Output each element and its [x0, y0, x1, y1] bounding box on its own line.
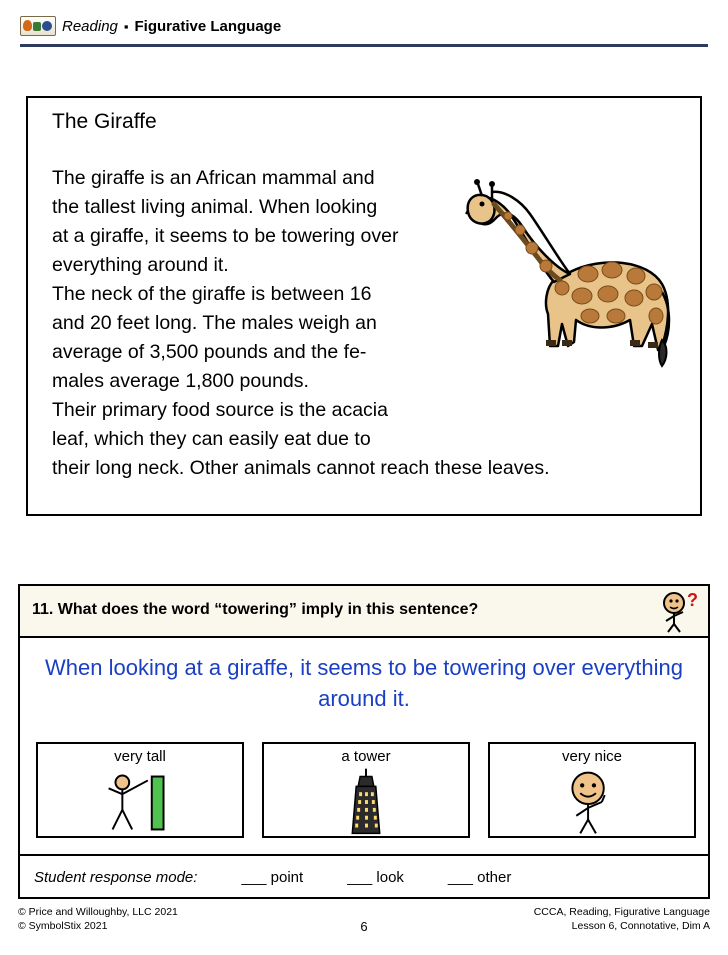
response-option-point[interactable] — [241, 869, 303, 886]
response-blank-look: ___ — [347, 868, 373, 886]
passage-body: The giraffe is an African mammal and the tallest living animal. When looking at a giraffe, it seems to be towering over everything around it. The neck of the giraffe is between 16 and 20 feet long. The males weigh an average of 3,500 pounds and the fe- males average 1,800 pounds. Their primary food source is the acacia leaf, which they can easily eat due to their long neck. Other animals cannot reach these leaves. — [52, 167, 550, 479]
response-mode-label: Student response mode: — [34, 868, 198, 886]
question-block — [18, 584, 710, 899]
response-blank-other: ___ — [447, 868, 473, 886]
header-separator: ▪ — [123, 18, 129, 34]
answer-choice-3-label: very nice — [561, 748, 623, 765]
header-subject: Reading — [62, 17, 118, 35]
response-option-look-label: look — [376, 868, 404, 886]
question-person-icon — [646, 590, 698, 634]
page-footer — [18, 905, 710, 945]
footer-course-line1: CCCA, Reading, Figurative Language — [533, 906, 710, 918]
symbolstix-logo-icon — [20, 16, 56, 36]
footer-course-line2: Lesson 6, Connotative, Dim A — [571, 920, 710, 932]
response-option-look[interactable] — [347, 869, 404, 886]
page-number: 6 — [360, 919, 368, 934]
response-option-other-label: other — [477, 868, 512, 886]
answer-choice-2-label: a tower — [341, 748, 391, 765]
question-header — [20, 586, 708, 638]
student-response-mode — [20, 856, 708, 898]
giraffe-illustration — [462, 164, 682, 394]
question-prompt: 11. What does the word “towering” imply in this sentence? — [32, 601, 479, 618]
answer-choice-1[interactable] — [36, 742, 244, 838]
response-option-other[interactable] — [448, 869, 511, 886]
target-sentence: When looking at a giraffe, it seems to be towering over everything around it. — [45, 655, 683, 711]
smiling-person-icon — [490, 768, 694, 838]
answer-choice-2[interactable] — [262, 742, 470, 838]
svg-text:?: ? — [687, 590, 698, 610]
response-option-point-label: point — [270, 868, 304, 886]
page-header — [20, 12, 708, 40]
passage-box — [26, 96, 702, 516]
footer-copyright-line1: © Price and Willoughby, LLC 2021 — [18, 906, 178, 918]
answer-choices — [36, 742, 696, 838]
skyscraper-icon — [264, 768, 468, 838]
footer-course-info — [534, 905, 710, 933]
header-rule — [20, 44, 708, 47]
response-blank-point: ___ — [241, 868, 267, 886]
answer-choice-3[interactable] — [488, 742, 696, 838]
tall-person-icon — [38, 768, 242, 838]
passage-title: The Giraffe — [52, 110, 157, 133]
footer-copyright-line2: © SymbolStix 2021 — [18, 920, 108, 932]
header-topic: Figurative Language — [134, 17, 282, 35]
answer-choice-1-label: very tall — [114, 748, 166, 765]
